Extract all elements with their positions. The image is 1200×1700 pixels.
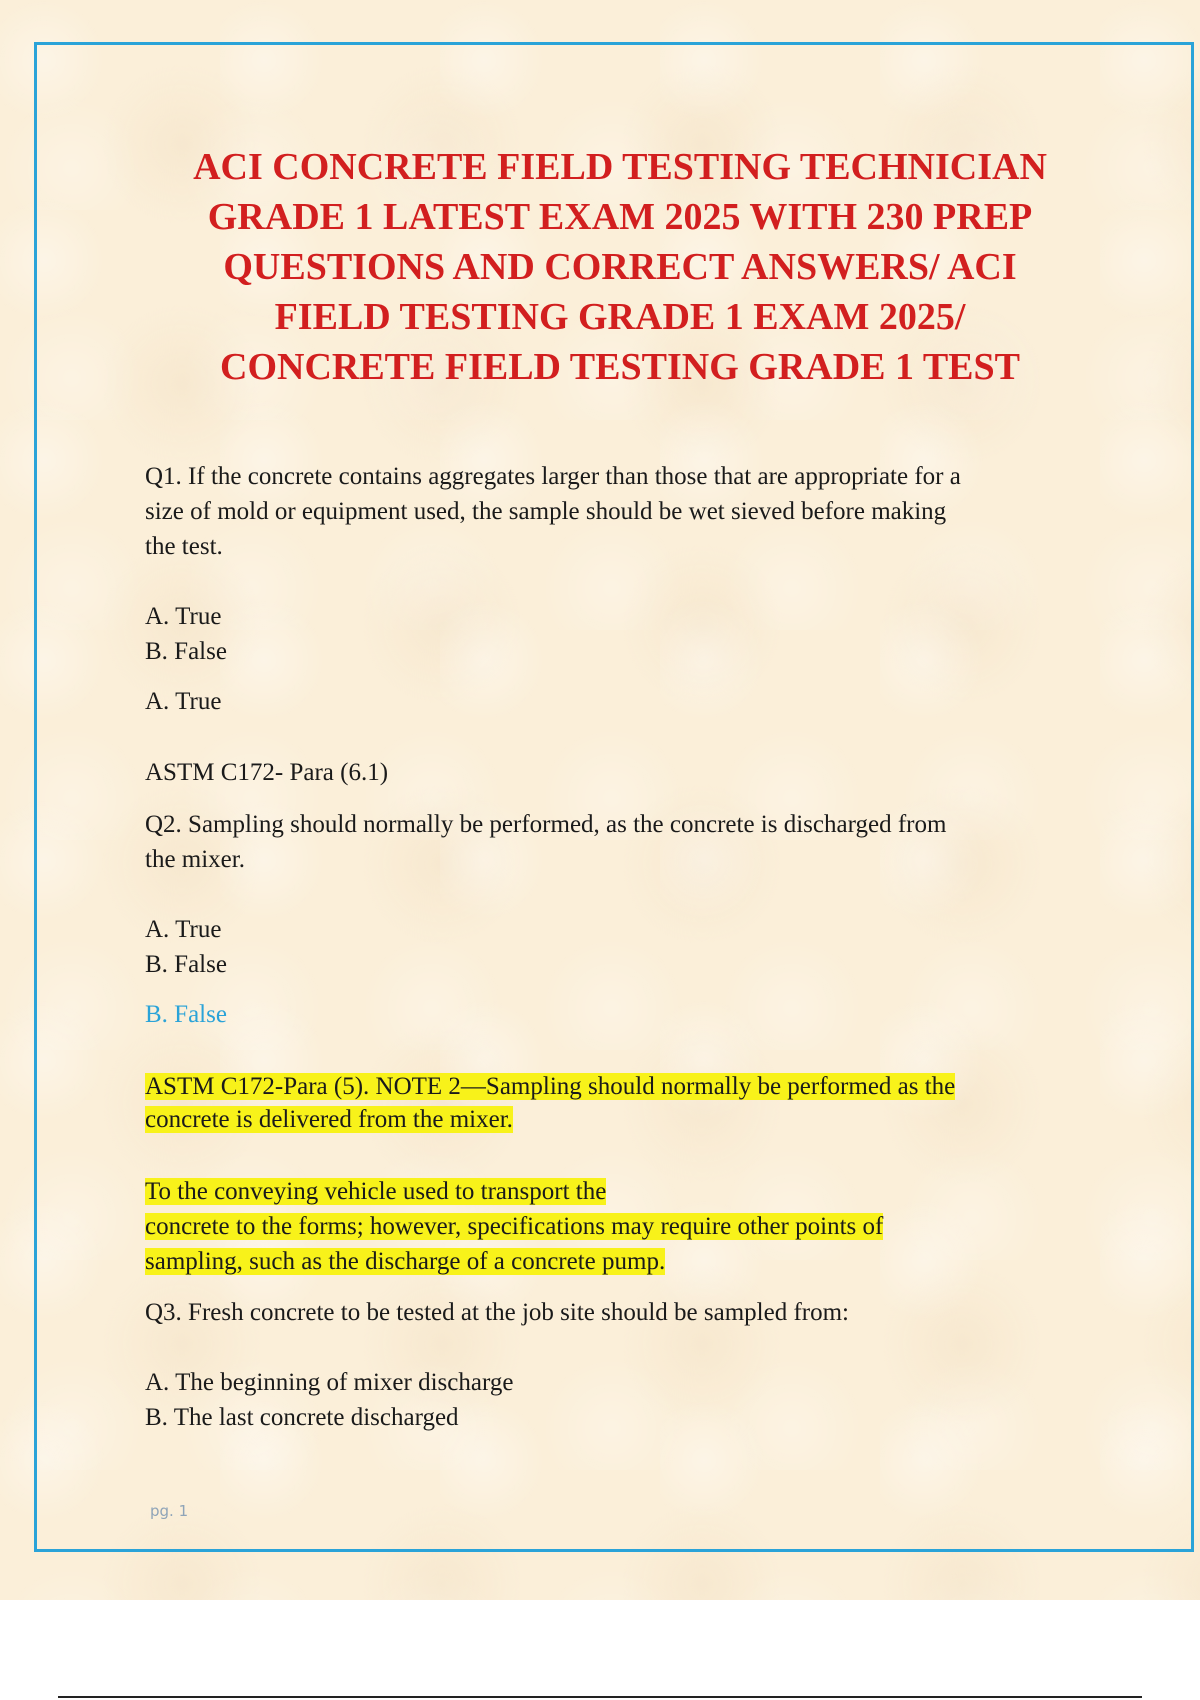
q2-note2-line: concrete to the forms; however, specifications may require other points of	[145, 1213, 884, 1240]
q2-question-line: Q2. Sampling should normally be performed, as the concrete is discharged from	[145, 811, 947, 838]
title-line: CONCRETE FIELD TESTING GRADE 1 TEST	[220, 346, 1020, 388]
q3-question: Q3. Fresh concrete to be tested at the job site should be sampled from:	[145, 1299, 849, 1326]
q2-answer: B. False	[145, 1001, 227, 1028]
q2-note2-line: To the conveying vehicle used to transport the	[145, 1178, 607, 1205]
q1-reference: ASTM C172- Para (6.1)	[145, 759, 389, 786]
q1-option-b: B. False	[145, 638, 227, 665]
q2-note-line: ASTM C172-Para (5). NOTE 2—Sampling should normally be performed as the	[145, 1073, 956, 1100]
q1-answer: A. True	[145, 688, 222, 715]
q2-option-a: A. True	[145, 916, 222, 943]
q2-question-line: the mixer.	[145, 846, 245, 873]
title-line: GRADE 1 LATEST EXAM 2025 WITH 230 PREP	[207, 196, 1033, 238]
q1-question-line: size of mold or equipment used, the sample should be wet sieved before making	[145, 498, 947, 525]
title-line: ACI CONCRETE FIELD TESTING TECHNICIAN	[193, 146, 1047, 188]
q1-option-a: A. True	[145, 603, 222, 630]
bottom-divider	[58, 1696, 1142, 1698]
title-line: FIELD TESTING GRADE 1 EXAM 2025/	[274, 296, 966, 338]
q1-question-line: Q1. If the concrete contains aggregates larger than those that are appropriate for a	[145, 463, 961, 490]
q3-option-a: A. The beginning of mixer discharge	[145, 1369, 514, 1396]
q1-question-line: the test.	[145, 533, 223, 560]
q3-option-b: B. The last concrete discharged	[145, 1404, 459, 1431]
q2-option-b: B. False	[145, 951, 227, 978]
q2-note-line: concrete is delivered from the mixer.	[145, 1106, 513, 1133]
page-number: pg. 1	[150, 1502, 189, 1520]
q2-note2-line: sampling, such as the discharge of a concrete pump.	[145, 1248, 666, 1275]
title-line: QUESTIONS AND CORRECT ANSWERS/ ACI	[223, 246, 1017, 288]
document-title	[100, 142, 1140, 392]
